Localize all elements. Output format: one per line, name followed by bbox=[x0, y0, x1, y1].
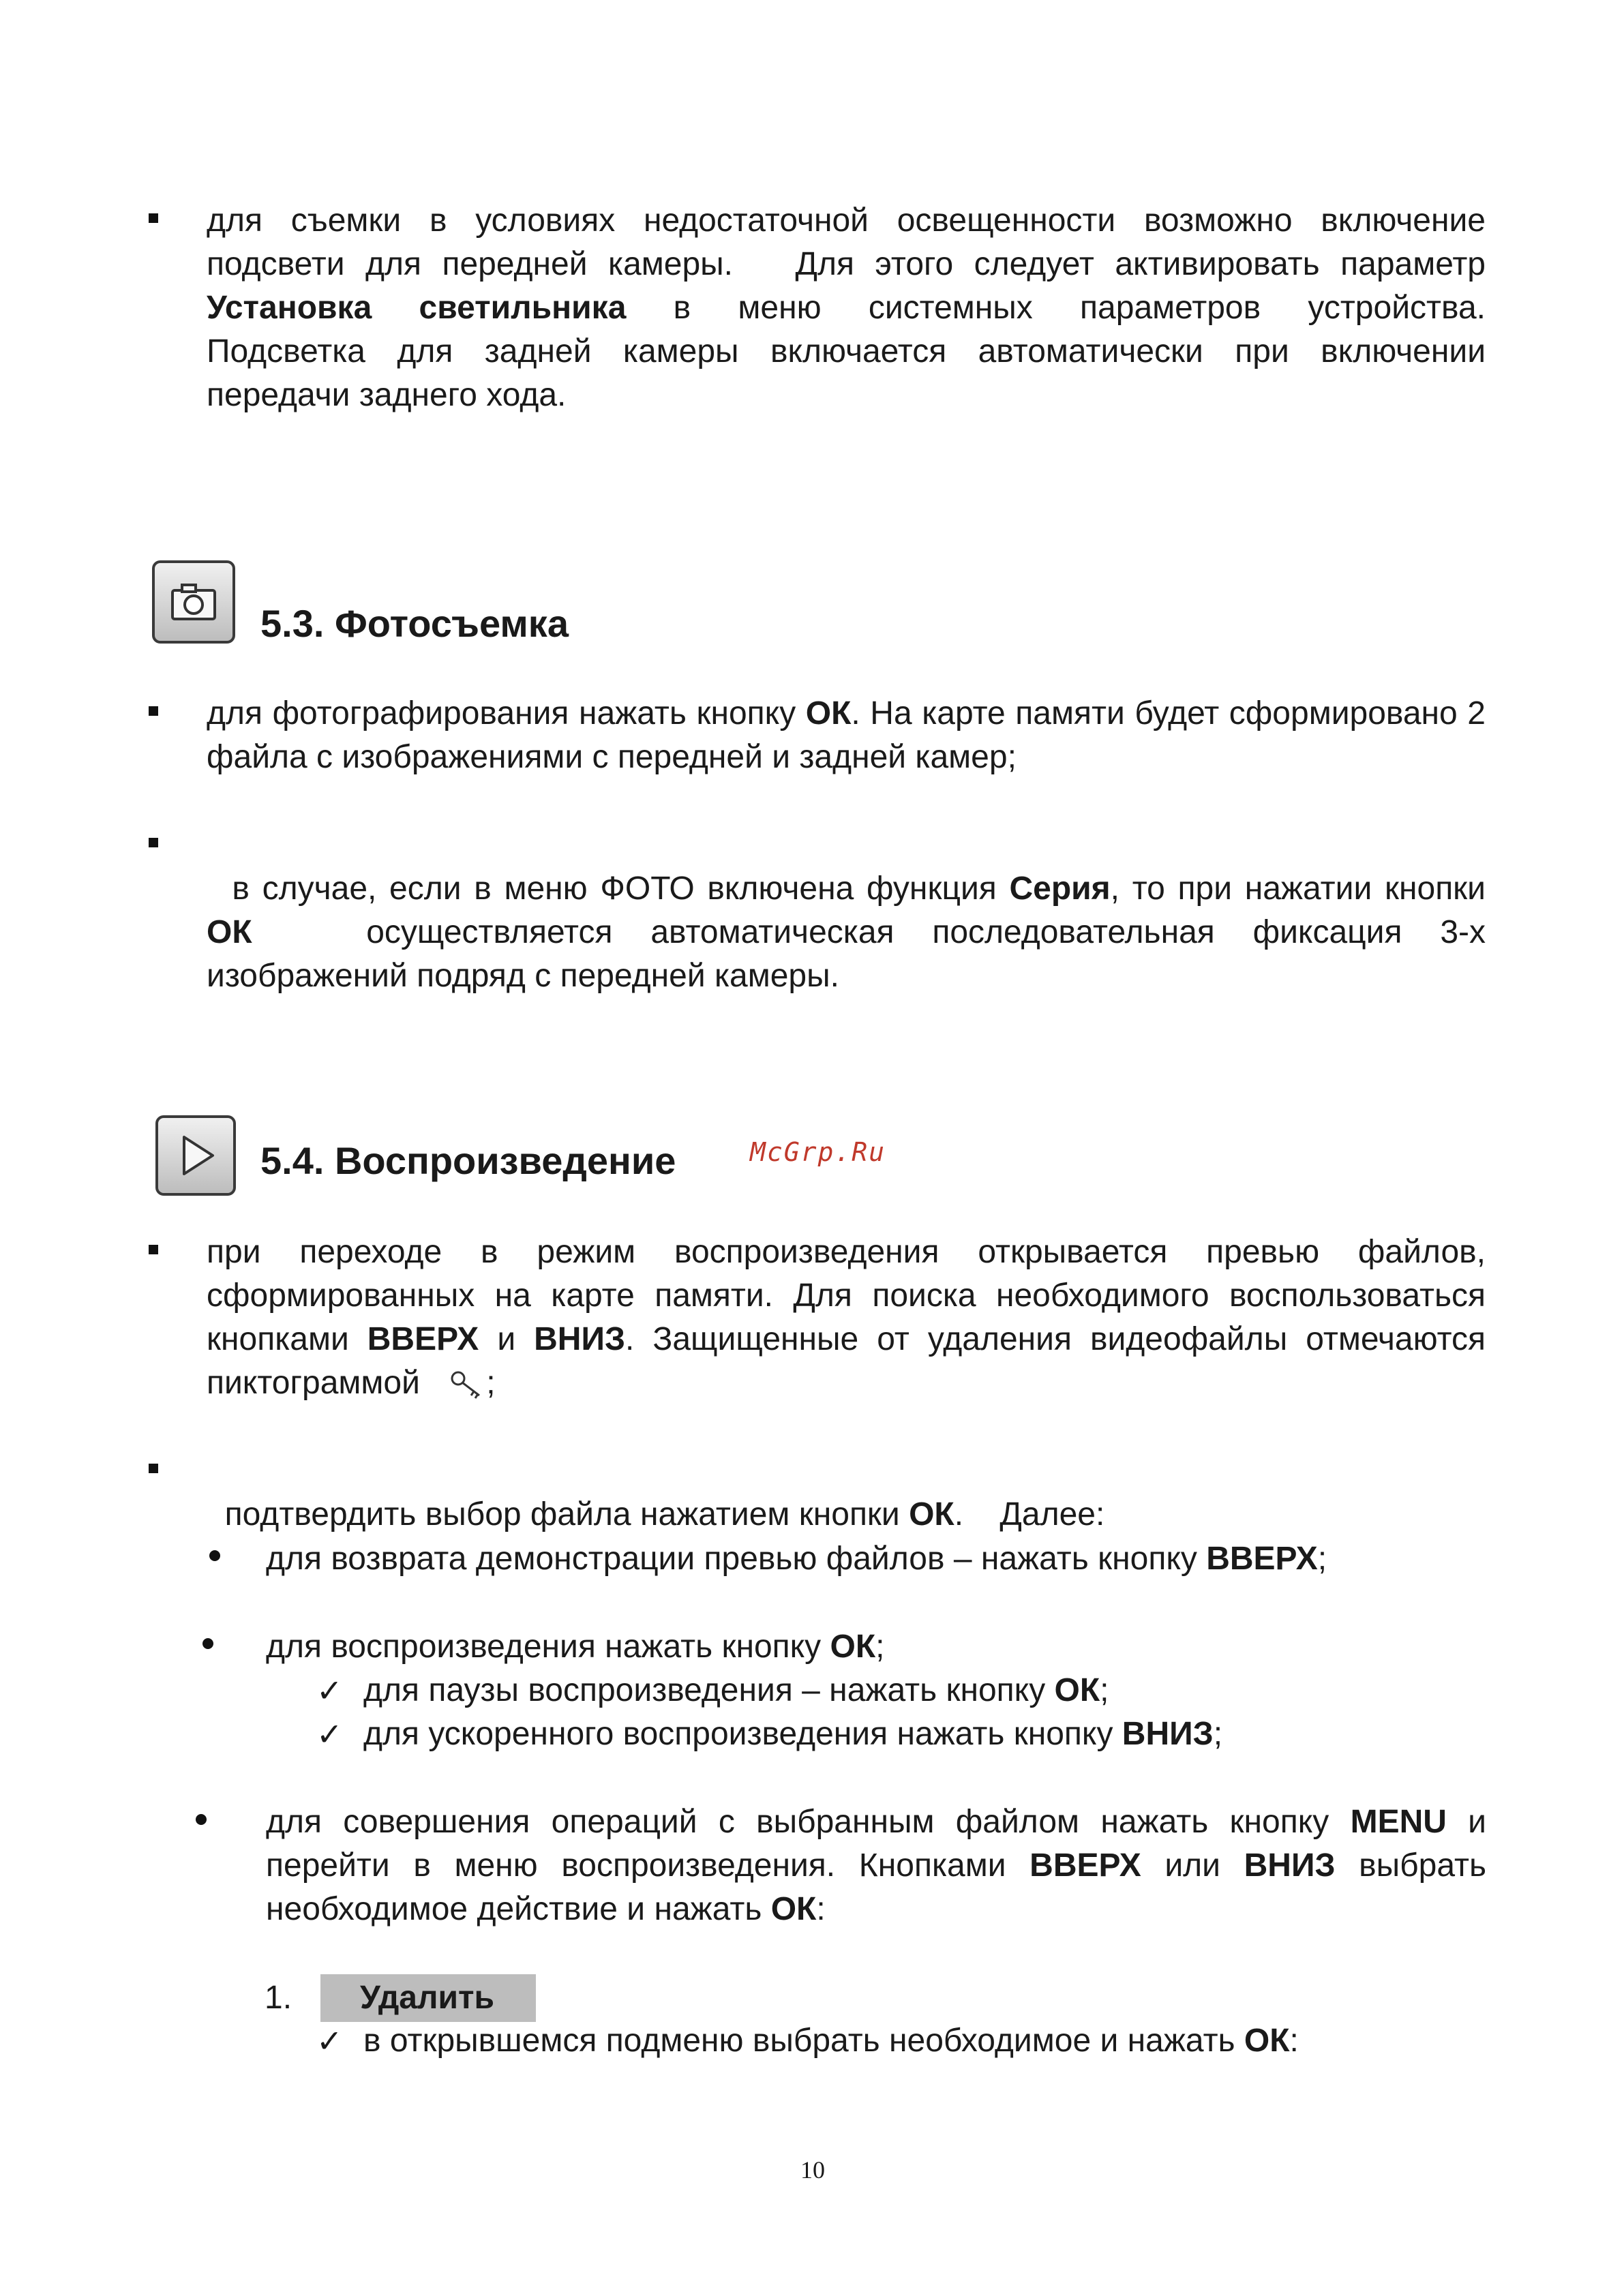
bullet-square bbox=[149, 838, 158, 847]
intro-text: в меню системных параметров устройства. bbox=[626, 290, 1486, 326]
text: ; bbox=[486, 1365, 496, 1401]
photo-bullet-2 bbox=[207, 824, 1495, 998]
intro-paragraph bbox=[207, 199, 1486, 417]
setting-name: Установка светильника bbox=[207, 290, 627, 326]
text: : bbox=[1289, 2023, 1299, 2059]
text: для паузы воспроизведения – нажать кнопку bbox=[363, 1672, 1055, 1708]
sub-bullet-operations bbox=[266, 1800, 1486, 1931]
ok-key: ОК bbox=[830, 1629, 876, 1665]
check-pause bbox=[363, 1669, 1488, 1712]
ok-key: ОК bbox=[207, 914, 252, 950]
down-key: ВНИЗ bbox=[1122, 1716, 1214, 1752]
text: для совершения операций с выбранным файлом нажать кнопку bbox=[266, 1804, 1351, 1840]
down-key: ВНИЗ bbox=[1244, 1847, 1336, 1884]
bullet-square bbox=[149, 1245, 158, 1254]
up-key: ВВЕРХ bbox=[367, 1321, 479, 1357]
play-icon bbox=[155, 1115, 236, 1196]
delete-menu-item: Удалить bbox=[320, 1974, 536, 2022]
page-number: 10 bbox=[800, 2156, 825, 2184]
text: в открывшемся подменю выбрать необходимое и нажать bbox=[363, 2023, 1244, 2059]
intro-line: передачи заднего хода. bbox=[207, 377, 567, 413]
ok-key: ОК bbox=[909, 1496, 954, 1532]
photo-bullet-1 bbox=[207, 692, 1486, 779]
text: и перейти в меню воспроизведения. Кнопками bbox=[266, 1804, 1486, 1884]
sub-bullet-play bbox=[266, 1625, 1486, 1669]
text: при переходе в режим воспроизведения открывается превью файлов, сформированных на карте памяти. Для поиска необходимого воспользоваться кнопками bbox=[207, 1234, 1486, 1357]
text: подтвердить выбор файла нажатием кнопки bbox=[224, 1496, 909, 1532]
text: ; bbox=[1213, 1716, 1223, 1752]
item-number: 1. bbox=[265, 1980, 292, 2016]
bullet-square bbox=[149, 213, 158, 223]
intro-line: Подсветка для задней камеры включается автоматически при включении bbox=[207, 333, 1486, 369]
up-key: ВВЕРХ bbox=[1029, 1847, 1141, 1884]
text: ; bbox=[1100, 1672, 1109, 1708]
bullet-dot bbox=[209, 1550, 220, 1561]
section-5-4-title: 5.4. Воспроизведение bbox=[260, 1139, 676, 1182]
key-icon bbox=[448, 1368, 486, 1401]
ok-key: ОК bbox=[805, 695, 852, 731]
text: ; bbox=[875, 1629, 885, 1665]
text: для ускоренного воспроизведения нажать кнопку bbox=[363, 1716, 1122, 1752]
ok-key: ОК bbox=[770, 1891, 817, 1927]
intro-line bbox=[207, 286, 1486, 330]
text: . На карте памяти будет сформировано 2 файла с изображениями с передней и задней камер; bbox=[207, 695, 1486, 775]
text: или bbox=[1141, 1847, 1244, 1884]
check-submenu bbox=[363, 2019, 1488, 2063]
text: и bbox=[479, 1321, 535, 1357]
text: осуществляется автоматическая последовательная фиксация 3-х изображений подряд с передней камеры. bbox=[207, 914, 1495, 994]
check-fast-forward bbox=[363, 1712, 1488, 1756]
intro-line: подсвети для передней камеры. Для этого следует активировать параметр bbox=[207, 246, 1486, 282]
playback-bullet-1 bbox=[207, 1230, 1486, 1405]
bullet-dot bbox=[202, 1638, 213, 1649]
sub-bullet-return bbox=[266, 1537, 1486, 1581]
section-5-3-title: 5.3. Фотосъемка bbox=[260, 602, 569, 645]
ok-key: ОК bbox=[1054, 1672, 1100, 1708]
text: для воспроизведения нажать кнопку bbox=[266, 1629, 830, 1665]
text: для возврата демонстрации превью файлов – нажать кнопку bbox=[266, 1541, 1207, 1577]
text: ; bbox=[1317, 1541, 1327, 1577]
down-key: ВНИЗ bbox=[534, 1321, 626, 1357]
bullet-dot bbox=[196, 1814, 207, 1825]
watermark: McGrp.Ru bbox=[750, 1137, 886, 1167]
checkmark-icon: ✓ bbox=[316, 2023, 343, 2059]
text: выбрать необходимое действие и нажать bbox=[266, 1847, 1486, 1927]
ok-key: ОК bbox=[1244, 2023, 1290, 2059]
menu-key: MENU bbox=[1350, 1804, 1447, 1840]
up-key: ВВЕРХ bbox=[1206, 1541, 1318, 1577]
checkmark-icon: ✓ bbox=[316, 1716, 343, 1753]
text: , то при нажатии кнопки bbox=[1110, 871, 1495, 907]
text: в случае, если в меню ФОТО включена функция bbox=[232, 871, 1010, 907]
text: для фотографирования нажать кнопку bbox=[207, 695, 806, 731]
text: . Защищенные от удаления видеофайлы отмечаются пиктограммой bbox=[207, 1321, 1486, 1401]
intro-line: для съемки в условиях недостаточной освещенности возможно включение bbox=[207, 202, 1486, 239]
bullet-square bbox=[149, 706, 158, 716]
text: : bbox=[816, 1891, 826, 1927]
playback-bullet-2 bbox=[207, 1449, 1486, 1537]
text: . Далее: bbox=[954, 1496, 1105, 1532]
checkmark-icon: ✓ bbox=[316, 1672, 343, 1709]
camera-icon bbox=[152, 560, 235, 644]
bullet-square bbox=[149, 1464, 158, 1473]
series-function: Серия bbox=[1009, 871, 1111, 907]
